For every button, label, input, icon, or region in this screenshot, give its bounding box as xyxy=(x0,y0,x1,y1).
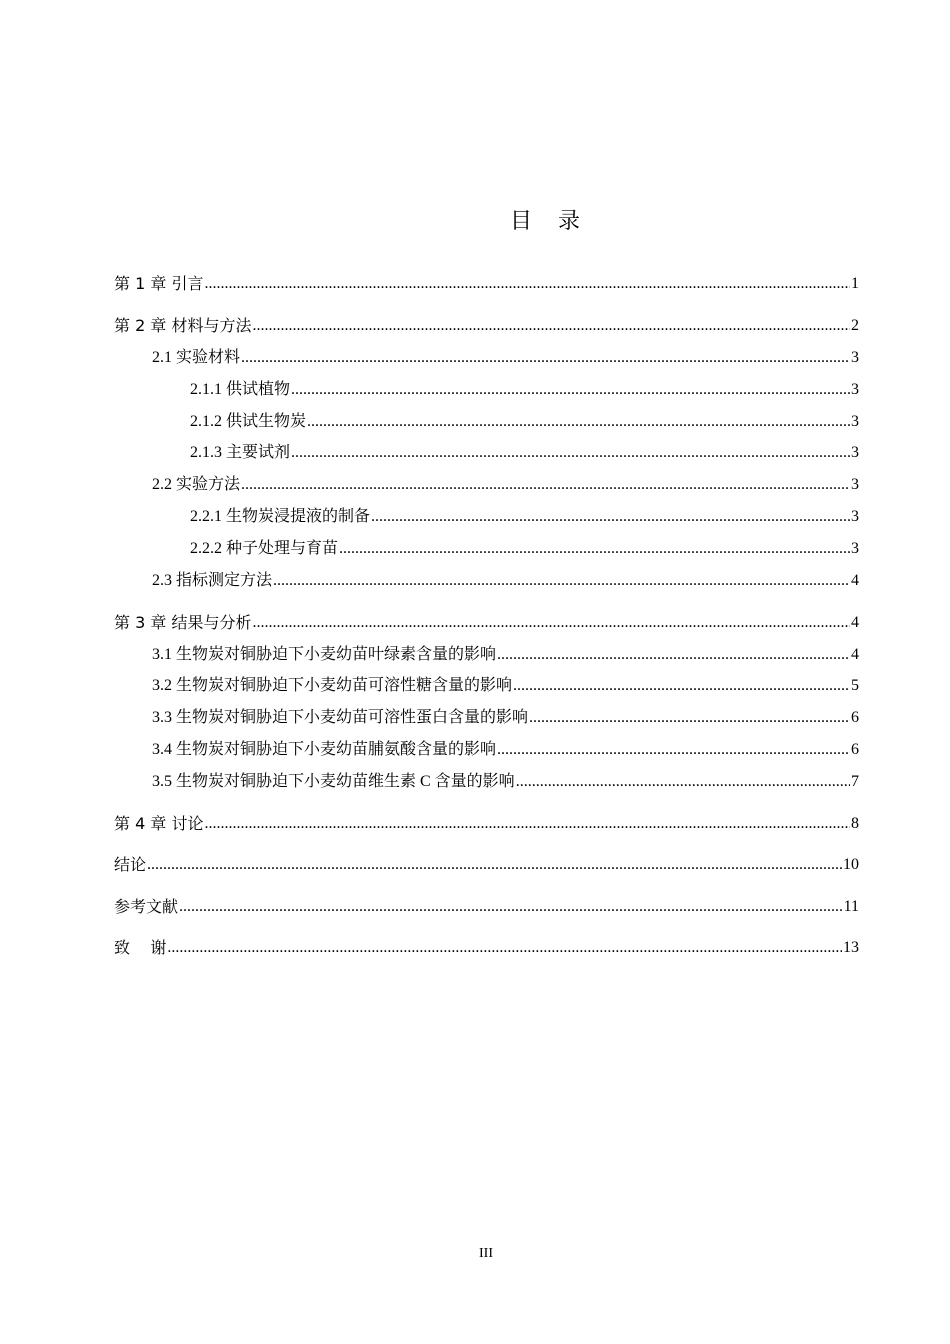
toc-entry-references[interactable] xyxy=(114,896,859,918)
toc-entry-2-1-3[interactable] xyxy=(190,442,859,464)
toc-page-number: 8 xyxy=(851,815,859,832)
toc-entry-label: 2.2.1 生物炭浸提液的制备 xyxy=(190,508,371,525)
toc-title xyxy=(0,204,950,235)
toc-leader-dots xyxy=(147,854,842,876)
toc-leader-dots xyxy=(529,707,850,729)
toc-page-number: 11 xyxy=(843,898,859,915)
toc-leader-dots xyxy=(291,379,850,401)
toc-page-number: 1 xyxy=(851,275,859,292)
toc-entry-label: 2.2 实验方法 xyxy=(152,476,241,493)
toc-page-number: 4 xyxy=(851,646,859,663)
toc-entry-3-5[interactable] xyxy=(152,771,859,793)
toc-entry-chapter-2[interactable] xyxy=(114,315,859,337)
toc-entry-acknowledgements[interactable] xyxy=(114,937,859,959)
toc-entry-label: 第 2 章 材料与方法 xyxy=(114,316,252,335)
toc-leader-dots xyxy=(241,474,850,496)
toc-entry-2-1[interactable] xyxy=(152,347,859,369)
toc-page-number: 3 xyxy=(851,444,859,461)
toc-leader-dots xyxy=(516,771,850,793)
toc-entry-label: 第 3 章 结果与分析 xyxy=(114,613,252,632)
toc-leader-dots xyxy=(204,813,850,835)
toc-leader-dots xyxy=(307,411,850,433)
toc-entry-conclusion[interactable] xyxy=(114,854,859,876)
toc-page-number: 2 xyxy=(851,317,859,334)
toc-entry-label: 3.5 生物炭对铜胁迫下小麦幼苗维生素 C 含量的影响 xyxy=(152,773,515,790)
toc-entry-label: 参考文献 xyxy=(114,897,179,916)
toc-page-number: 3 xyxy=(851,413,859,430)
toc-leader-dots xyxy=(497,739,850,761)
toc-leader-dots xyxy=(204,273,850,295)
toc-entry-label: 3.3 生物炭对铜胁迫下小麦幼苗可溶性蛋白含量的影响 xyxy=(152,709,529,726)
toc-entry-3-2[interactable] xyxy=(152,675,859,697)
toc-entry-label: 3.1 生物炭对铜胁迫下小麦幼苗叶绿素含量的影响 xyxy=(152,646,497,663)
toc-entry-label: 3.4 生物炭对铜胁迫下小麦幼苗脯氨酸含量的影响 xyxy=(152,741,497,758)
toc-entry-label: 2.1.1 供试植物 xyxy=(190,381,291,398)
toc-entry-3-3[interactable] xyxy=(152,707,859,729)
toc-entry-label: 2.1.3 主要试剂 xyxy=(190,444,291,461)
toc-leader-dots xyxy=(179,896,843,918)
toc-leader-dots xyxy=(513,675,850,697)
toc-page-number: 4 xyxy=(851,614,859,631)
toc-title-char-2: 录 xyxy=(558,209,581,234)
toc-page-number: 3 xyxy=(851,349,859,366)
toc-page-number: 13 xyxy=(843,939,859,956)
toc-entry-label: 结论 xyxy=(114,855,147,874)
toc-leader-dots xyxy=(497,644,850,666)
toc-entry-2-2-2[interactable] xyxy=(190,538,859,560)
toc-entry-chapter-1[interactable] xyxy=(114,273,859,295)
toc-entry-2-3[interactable] xyxy=(152,570,859,592)
toc-entry-label: 2.1.2 供试生物炭 xyxy=(190,413,307,430)
toc-entry-chapter-4[interactable] xyxy=(114,813,859,835)
toc-leader-dots xyxy=(252,315,850,337)
page-number-footer: III xyxy=(479,1246,493,1261)
toc-leader-dots xyxy=(291,442,850,464)
toc-page-number: 4 xyxy=(851,572,859,589)
toc-entry-3-1[interactable] xyxy=(152,644,859,666)
toc-page-number: 7 xyxy=(851,773,859,790)
toc-entry-label: 第 4 章 讨论 xyxy=(114,814,204,833)
toc-page-number: 5 xyxy=(851,677,859,694)
toc-page-number: 6 xyxy=(851,709,859,726)
toc-entry-label: 3.2 生物炭对铜胁迫下小麦幼苗可溶性糖含量的影响 xyxy=(152,677,513,694)
toc-page-number: 3 xyxy=(851,540,859,557)
toc-leader-dots xyxy=(241,347,850,369)
toc-entry-label: 2.1 实验材料 xyxy=(152,349,241,366)
toc-page-number: 6 xyxy=(851,741,859,758)
toc-entry-label: 第 1 章 引言 xyxy=(114,274,204,293)
toc-page-number: 3 xyxy=(851,508,859,525)
toc-leader-dots xyxy=(273,570,850,592)
toc-entry-label: 2.3 指标测定方法 xyxy=(152,572,273,589)
toc-page-number: 3 xyxy=(851,476,859,493)
toc-leader-dots xyxy=(339,538,850,560)
toc-leader-dots xyxy=(252,612,850,634)
toc-entry-label: 致 谢 xyxy=(114,938,167,957)
toc-entry-label: 2.2.2 种子处理与育苗 xyxy=(190,540,339,557)
toc-leader-dots xyxy=(167,937,842,959)
toc-page-number: 10 xyxy=(843,856,859,873)
toc-leader-dots xyxy=(371,506,850,528)
toc-entry-2-1-1[interactable] xyxy=(190,379,859,401)
toc-entry-2-2-1[interactable] xyxy=(190,506,859,528)
toc-page-number: 3 xyxy=(851,381,859,398)
toc-entry-2-2[interactable] xyxy=(152,474,859,496)
toc-entry-3-4[interactable] xyxy=(152,739,859,761)
toc-entry-2-1-2[interactable] xyxy=(190,411,859,433)
toc-title-char-1: 目 xyxy=(509,209,532,234)
toc-entry-chapter-3[interactable] xyxy=(114,612,859,634)
